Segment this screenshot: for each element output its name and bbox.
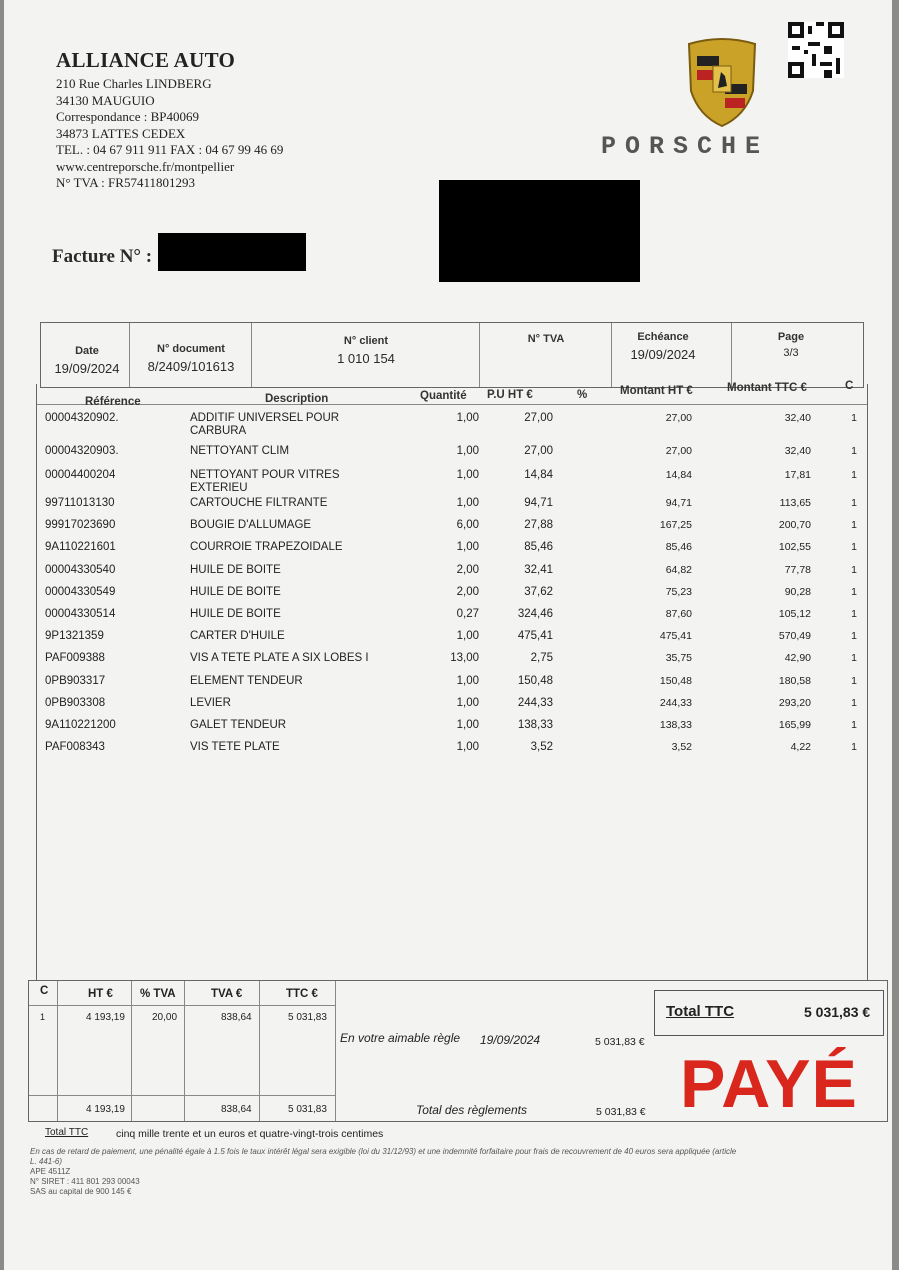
item-amount-ttc: 165,99: [778, 719, 811, 731]
item-description: GALET TENDEUR: [190, 719, 287, 731]
date-label: Date: [75, 345, 99, 357]
client-label: N° client: [343, 335, 389, 347]
item-amount-ht: 150,48: [659, 675, 692, 687]
item-quantity: 13,00: [450, 652, 479, 664]
reglements-label: Total des règlements: [416, 1103, 527, 1117]
item-description: VIS TETE PLATE: [190, 741, 280, 753]
item-unit-price: 37,62: [524, 586, 553, 598]
item-amount-ht: 94,71: [665, 497, 692, 509]
address-line: 210 Rue Charles LINDBERG: [56, 76, 212, 91]
footer-ht-value: 4 193,19: [86, 1012, 125, 1023]
footer-ttc-label: TTC €: [286, 988, 318, 1000]
total-ttc-label: Total TTC: [666, 1003, 735, 1020]
col-qty: Quantité: [420, 390, 467, 402]
item-quantity: 1,00: [456, 719, 479, 731]
item-amount-ttc: 570,49: [778, 630, 811, 642]
footer-pct-label: % TVA: [140, 988, 176, 1000]
address-line: N° TVA : FR57411801293: [56, 175, 195, 190]
item-amount-ttc: 32,40: [784, 412, 811, 424]
paid-stamp: PAYÉ: [680, 1046, 858, 1122]
legal-siret: N° SIRET : 411 801 293 00043: [30, 1177, 140, 1186]
item-amount-ht: 27,00: [665, 445, 692, 457]
date-cell: [45, 345, 129, 376]
col-c: C: [845, 380, 854, 392]
tva-label: N° TVA: [527, 333, 565, 345]
document-value: 8/2409/101613: [147, 359, 235, 374]
item-amount-ht: 27,00: [665, 412, 692, 424]
item-code: 1: [851, 697, 857, 709]
item-description: HUILE DE BOITE: [190, 608, 281, 620]
legal-article: L. 441-6): [30, 1157, 63, 1166]
item-reference: 9A110221601: [45, 541, 116, 553]
due-cell: [613, 331, 713, 362]
regle-date: 19/09/2024: [480, 1033, 541, 1047]
col-pct: %: [577, 389, 588, 401]
item-code: 1: [851, 652, 857, 664]
company-name: ALLIANCE AUTO: [56, 48, 236, 72]
item-code: 1: [851, 586, 857, 598]
item-amount-ht: 167,25: [659, 519, 692, 531]
address-line: 34873 LATTES CEDEX: [56, 125, 186, 141]
item-amount-ttc: 77,78: [784, 564, 811, 576]
item-description: CARTER D'HUILE: [190, 630, 285, 642]
item-amount-ttc: 102,55: [778, 541, 811, 553]
item-description: ELEMENT TENDEUR: [190, 675, 303, 687]
address-line: www.centreporsche.fr/montpellier: [56, 158, 235, 174]
col-desc: Description: [265, 393, 329, 405]
item-code: 1: [851, 541, 857, 553]
due-label: Echéance: [637, 331, 689, 343]
item-description: NETTOYANT CLIM: [190, 445, 290, 457]
footer-tva-label: TVA €: [211, 988, 243, 1000]
item-unit-price: 138,33: [517, 719, 553, 731]
due-value: 19/09/2024: [630, 347, 696, 362]
item-unit-price: 244,33: [517, 697, 553, 709]
item-amount-ht: 3,52: [671, 741, 692, 753]
item-code: 1: [851, 719, 857, 731]
item-reference: 9P1321359: [45, 630, 104, 642]
item-description: HUILE DE BOITE: [190, 564, 281, 576]
company-block: [56, 48, 283, 192]
item-amount-ttc: 200,70: [778, 519, 811, 531]
item-quantity: 2,00: [456, 564, 479, 576]
footer-c-value: 1: [40, 1012, 46, 1022]
footer-ttc-sum: 5 031,83: [288, 1104, 327, 1115]
invoice-number-label: Facture N° :: [52, 246, 153, 267]
date-value: 19/09/2024: [54, 361, 120, 376]
item-quantity: 1,00: [456, 675, 479, 687]
porsche-wordmark: PORSCHE: [601, 132, 770, 161]
item-description: HUILE DE BOITE: [190, 586, 281, 598]
item-reference: 00004330549: [45, 586, 116, 598]
item-description: VIS A TETE PLATE A SIX LOBES I: [190, 652, 369, 664]
item-code: 1: [851, 412, 857, 424]
item-reference: 99917023690: [45, 519, 116, 531]
item-amount-ttc: 113,65: [779, 497, 811, 509]
qr-code-icon: [788, 22, 844, 78]
item-amount-ttc: 17,81: [784, 469, 811, 481]
item-quantity: 6,00: [456, 519, 479, 531]
item-amount-ht: 87,60: [665, 608, 692, 620]
item-unit-price: 150,48: [517, 675, 553, 687]
item-code: 1: [851, 564, 857, 576]
item-reference: PAF008343: [45, 741, 105, 753]
item-unit-price: 3,52: [530, 741, 553, 753]
address-line: Correspondance : BP40069: [56, 109, 199, 124]
item-amount-ttc: 42,90: [784, 652, 811, 664]
porsche-crest-logo: [683, 36, 761, 128]
item-amount-ttc: 180,58: [778, 675, 811, 687]
item-quantity: 0,27: [456, 608, 479, 620]
item-description: CARTOUCHE FILTRANTE: [190, 497, 328, 509]
item-amount-ht: 244,33: [659, 697, 692, 709]
col-pu: P.U HT €: [487, 389, 533, 401]
item-code: 1: [851, 741, 857, 753]
item-reference: 00004320902.: [45, 412, 119, 424]
amount-words-label: Total TTC: [45, 1127, 89, 1138]
item-reference: 9A110221200: [45, 719, 116, 731]
regle-amount: 5 031,83 €: [595, 1036, 645, 1048]
footer-pct-value: 20,00: [152, 1012, 178, 1023]
reglements-amount: 5 031,83 €: [596, 1106, 646, 1118]
item-reference: 00004330514: [45, 608, 116, 620]
item-code: 1: [851, 497, 857, 509]
item-reference: 99711013130: [45, 497, 115, 509]
item-unit-price: 475,41: [517, 630, 553, 642]
item-quantity: 1,00: [456, 497, 479, 509]
legal-penalty-text: En cas de retard de paiement, une pénalité égale à 1.5 fois le taux intérêt légal sera exigible (loi du 31/12/93) et une indemnité forfaitaire pour frais de recouvrement de 40 euros sera appliquée (article: [30, 1147, 737, 1156]
total-ttc-value: 5 031,83 €: [804, 1004, 871, 1020]
item-quantity: 1,00: [456, 541, 479, 553]
item-quantity: 1,00: [456, 445, 479, 457]
address-line: TEL. : 04 67 911 911 FAX : 04 67 99 46 69: [56, 142, 284, 157]
item-amount-ht: 64,82: [665, 564, 692, 576]
item-description: NETTOYANT POUR VITRES EXTERIEU: [190, 469, 340, 494]
item-amount-ht: 475,41: [659, 630, 692, 642]
item-quantity: 1,00: [456, 412, 479, 424]
col-montant-ht: Montant HT €: [620, 385, 693, 397]
item-code: 1: [851, 519, 857, 531]
footer-tva-sum: 838,64: [221, 1104, 252, 1115]
item-unit-price: 27,00: [524, 412, 553, 424]
item-code: 1: [851, 469, 857, 481]
item-quantity: 1,00: [456, 697, 479, 709]
item-amount-ht: 85,46: [665, 541, 692, 553]
item-reference: 00004400204: [45, 469, 116, 481]
item-reference: PAF009388: [45, 652, 105, 664]
item-amount-ttc: 105,12: [778, 608, 811, 620]
item-unit-price: 2,75: [530, 652, 553, 664]
item-reference: 0PB903308: [45, 697, 106, 709]
item-code: 1: [851, 675, 857, 687]
item-description: LEVIER: [190, 697, 231, 709]
item-unit-price: 94,71: [524, 497, 553, 509]
item-code: 1: [851, 445, 857, 457]
items-table: [36, 384, 868, 981]
item-unit-price: 32,41: [524, 564, 553, 576]
item-quantity: 2,00: [456, 586, 479, 598]
item-amount-ht: 14,84: [665, 469, 692, 481]
item-description: COURROIE TRAPEZOIDALE: [190, 541, 343, 553]
col-ref: Référence: [85, 396, 141, 408]
item-amount-ttc: 32,40: [784, 445, 811, 457]
page-value: 3/3: [783, 347, 799, 359]
footer-tva-value: 838,64: [221, 1012, 252, 1023]
document-label: N° document: [157, 343, 225, 355]
item-reference: 00004320903.: [45, 445, 119, 457]
footer-ttc-value: 5 031,83: [288, 1012, 327, 1023]
amount-in-words: cinq mille trente et un euros et quatre-vingt-trois centimes: [116, 1128, 384, 1140]
item-code: 1: [851, 608, 857, 620]
item-description: BOUGIE D'ALLUMAGE: [190, 519, 312, 531]
redacted-customer-address: [439, 180, 640, 282]
item-amount-ttc: 293,20: [778, 697, 811, 709]
legal-ape: APE 4511Z: [30, 1167, 71, 1176]
redacted-invoice-number: [158, 233, 306, 271]
item-description: ADDITIF UNIVERSEL POUR CARBURA: [190, 412, 340, 437]
page-cell: [751, 331, 831, 359]
item-amount-ht: 75,23: [665, 586, 692, 598]
footer-ht-sum: 4 193,19: [86, 1104, 125, 1115]
invoice-header-table: [40, 322, 864, 388]
item-amount-ttc: 90,28: [784, 586, 811, 598]
client-value: 1 010 154: [337, 351, 395, 366]
page-label: Page: [777, 331, 805, 343]
item-unit-price: 27,88: [524, 519, 553, 531]
regle-label: En votre aimable règle: [340, 1031, 461, 1045]
item-code: 1: [851, 630, 857, 642]
item-unit-price: 27,00: [524, 445, 553, 457]
item-amount-ht: 35,75: [665, 652, 692, 664]
item-unit-price: 85,46: [524, 541, 553, 553]
client-cell: [291, 335, 441, 366]
footer-ht-label: HT €: [88, 988, 113, 1000]
item-amount-ht: 138,33: [659, 719, 692, 731]
address-line: 34130 MAUGUIO: [56, 92, 155, 108]
item-reference: 0PB903317: [45, 675, 106, 687]
item-quantity: 1,00: [456, 469, 479, 481]
item-unit-price: 14,84: [524, 469, 553, 481]
item-quantity: 1,00: [456, 630, 479, 642]
document-cell: [131, 343, 251, 374]
legal-capital: SAS au capital de 900 145 €: [30, 1187, 132, 1196]
item-unit-price: 324,46: [517, 608, 553, 620]
item-reference: 00004330540: [45, 564, 116, 576]
item-quantity: 1,00: [456, 741, 479, 753]
tva-cell: [481, 333, 611, 345]
footer-c-label: C: [40, 985, 49, 997]
col-montant-ttc: Montant TTC €: [727, 382, 807, 394]
item-amount-ttc: 4,22: [790, 741, 811, 753]
